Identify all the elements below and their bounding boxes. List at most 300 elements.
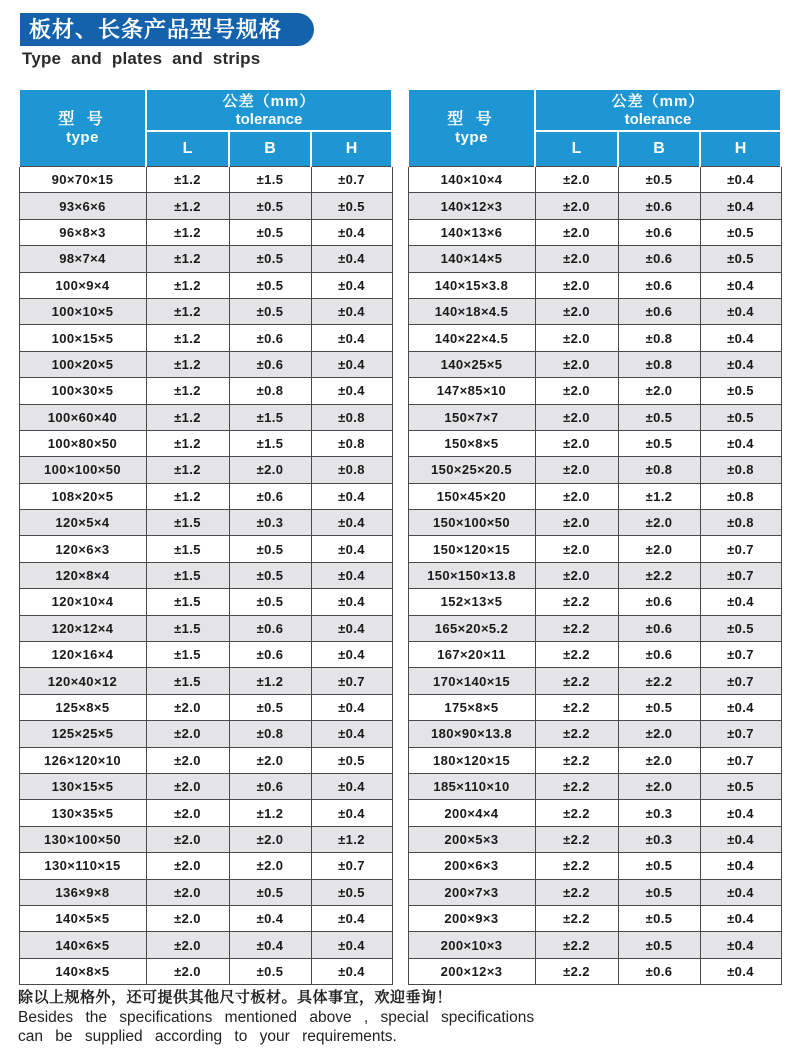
type-cell: 100×15×5 <box>19 325 146 351</box>
tolerance-cell: ±1.5 <box>229 404 311 430</box>
type-cell: 100×20×5 <box>19 351 146 377</box>
tolerance-cell: ±1.5 <box>146 642 229 668</box>
tolerance-cell: ±2.0 <box>535 246 618 272</box>
tolerance-cell: ±2.0 <box>535 430 618 456</box>
type-cell: 120×6×3 <box>19 536 146 562</box>
type-cell: 200×4×4 <box>408 800 535 826</box>
tolerance-cell: ±2.2 <box>535 668 618 694</box>
tolerance-cell: ±0.5 <box>311 747 392 773</box>
table-row <box>19 457 392 483</box>
type-cell: 150×120×15 <box>408 536 535 562</box>
type-cell: 170×140×15 <box>408 668 535 694</box>
tolerance-cell: ±1.2 <box>311 826 392 852</box>
tolerance-cell: ±0.6 <box>618 298 700 324</box>
table-row <box>19 879 392 905</box>
table-row <box>408 246 781 272</box>
column-header-h: H <box>311 131 392 167</box>
table-row <box>19 167 392 193</box>
tolerance-cell: ±0.4 <box>311 298 392 324</box>
tolerance-cell: ±2.0 <box>146 773 229 799</box>
table-row <box>408 325 781 351</box>
tolerance-cell: ±2.0 <box>535 298 618 324</box>
tolerance-cell: ±0.4 <box>311 510 392 536</box>
tolerance-cell: ±2.2 <box>535 721 618 747</box>
tolerance-cell: ±2.0 <box>618 773 700 799</box>
type-cell: 125×25×5 <box>19 721 146 747</box>
type-cell: 180×120×15 <box>408 747 535 773</box>
tolerance-cell: ±0.5 <box>700 615 781 641</box>
table-row <box>408 430 781 456</box>
tolerance-cell: ±0.4 <box>311 773 392 799</box>
column-header-type <box>408 89 535 167</box>
table-row <box>408 457 781 483</box>
tolerance-cell: ±0.5 <box>700 773 781 799</box>
type-cell: 130×100×50 <box>19 826 146 852</box>
type-cell: 100×60×40 <box>19 404 146 430</box>
type-cell: 147×85×10 <box>408 378 535 404</box>
tolerance-cell: ±2.2 <box>535 826 618 852</box>
tolerance-cell: ±0.4 <box>229 932 311 958</box>
table-row <box>408 167 781 193</box>
type-cell: 140×8×5 <box>19 958 146 984</box>
column-header-l: L <box>535 131 618 167</box>
tolerance-cell: ±2.0 <box>146 905 229 931</box>
type-cell: 100×100×50 <box>19 457 146 483</box>
tolerance-cell: ±0.8 <box>700 457 781 483</box>
tolerance-cell: ±1.2 <box>146 483 229 509</box>
tolerance-cell: ±2.2 <box>535 642 618 668</box>
type-cell: 140×13×6 <box>408 219 535 245</box>
table-row <box>19 510 392 536</box>
table-row <box>408 378 781 404</box>
tolerance-cell: ±1.5 <box>146 510 229 536</box>
column-header-h: H <box>700 131 781 167</box>
tolerance-cell: ±0.4 <box>311 246 392 272</box>
tolerance-cell: ±0.5 <box>618 430 700 456</box>
type-cell: 90×70×15 <box>19 167 146 193</box>
type-cell: 140×25×5 <box>408 351 535 377</box>
tolerance-cell: ±0.5 <box>229 694 311 720</box>
type-cell: 140×22×4.5 <box>408 325 535 351</box>
table-row <box>19 932 392 958</box>
table-row <box>19 404 392 430</box>
column-header-tolerance-zh: 公差（mm） <box>611 92 705 110</box>
table-row <box>19 272 392 298</box>
table-row <box>19 853 392 879</box>
tolerance-cell: ±0.4 <box>311 378 392 404</box>
column-header-tolerance <box>146 89 392 131</box>
tolerance-cell: ±0.4 <box>311 219 392 245</box>
tolerance-cell: ±0.7 <box>700 562 781 588</box>
tolerance-cell: ±0.4 <box>700 932 781 958</box>
type-cell: 140×18×4.5 <box>408 298 535 324</box>
type-cell: 167×20×11 <box>408 642 535 668</box>
tolerance-cell: ±0.6 <box>229 615 311 641</box>
column-header-tolerance-en: tolerance <box>624 110 692 128</box>
tolerance-cell: ±0.4 <box>700 325 781 351</box>
tolerance-cell: ±0.5 <box>229 219 311 245</box>
tolerance-cell: ±0.8 <box>618 457 700 483</box>
tolerance-cell: ±0.5 <box>618 879 700 905</box>
column-header-type-en: type <box>455 129 488 146</box>
tolerance-cell: ±1.2 <box>229 668 311 694</box>
tolerance-cell: ±0.4 <box>311 562 392 588</box>
type-cell: 100×80×50 <box>19 430 146 456</box>
type-cell: 130×15×5 <box>19 773 146 799</box>
table-row <box>19 642 392 668</box>
table-row <box>408 826 781 852</box>
type-cell: 175×8×5 <box>408 694 535 720</box>
tolerance-cell: ±0.5 <box>618 694 700 720</box>
tolerance-cell: ±2.0 <box>146 932 229 958</box>
tolerance-cell: ±0.6 <box>229 325 311 351</box>
tolerance-cell: ±2.0 <box>535 378 618 404</box>
tolerance-cell: ±0.4 <box>700 589 781 615</box>
tolerance-cell: ±0.4 <box>311 694 392 720</box>
type-cell: 120×40×12 <box>19 668 146 694</box>
table-row <box>408 905 781 931</box>
table-row <box>408 615 781 641</box>
table-row <box>19 826 392 852</box>
table-row <box>408 272 781 298</box>
type-cell: 120×12×4 <box>19 615 146 641</box>
column-header-type <box>19 89 146 167</box>
tolerance-cell: ±0.4 <box>700 351 781 377</box>
tolerance-cell: ±0.4 <box>311 536 392 562</box>
tolerance-cell: ±2.0 <box>535 404 618 430</box>
table-row <box>19 325 392 351</box>
tolerance-cell: ±2.2 <box>535 905 618 931</box>
tolerance-cell: ±0.8 <box>618 351 700 377</box>
tolerance-cell: ±0.7 <box>311 167 392 193</box>
table-row <box>19 721 392 747</box>
table-row <box>408 853 781 879</box>
tolerance-cell: ±0.4 <box>311 932 392 958</box>
tolerance-cell: ±2.0 <box>146 853 229 879</box>
tolerance-cell: ±1.2 <box>146 457 229 483</box>
tolerance-cell: ±2.0 <box>618 747 700 773</box>
tolerance-cell: ±2.0 <box>535 351 618 377</box>
tolerance-cell: ±2.0 <box>146 826 229 852</box>
tolerance-cell: ±0.8 <box>311 404 392 430</box>
tolerance-cell: ±0.5 <box>229 879 311 905</box>
type-cell: 150×8×5 <box>408 430 535 456</box>
type-cell: 125×8×5 <box>19 694 146 720</box>
tolerance-cell: ±0.5 <box>229 589 311 615</box>
tolerance-cell: ±0.8 <box>229 378 311 404</box>
table-body-right <box>408 167 781 985</box>
tolerance-cell: ±2.0 <box>618 536 700 562</box>
tolerance-cell: ±0.4 <box>700 879 781 905</box>
type-cell: 150×25×20.5 <box>408 457 535 483</box>
type-cell: 152×13×5 <box>408 589 535 615</box>
type-cell: 200×7×3 <box>408 879 535 905</box>
type-cell: 120×10×4 <box>19 589 146 615</box>
table-row <box>408 668 781 694</box>
column-header-tolerance-en: tolerance <box>235 110 303 128</box>
type-cell: 150×150×13.8 <box>408 562 535 588</box>
tolerance-cell: ±2.0 <box>146 879 229 905</box>
tolerance-cell: ±0.6 <box>229 773 311 799</box>
tolerance-cell: ±0.6 <box>229 483 311 509</box>
type-cell: 98×7×4 <box>19 246 146 272</box>
tolerance-cell: ±0.7 <box>700 721 781 747</box>
tolerance-cell: ±0.6 <box>229 351 311 377</box>
tolerance-cell: ±0.5 <box>229 272 311 298</box>
footer-note-en-line1: Besides the specifications mentioned above , special specifications <box>18 1009 535 1026</box>
tolerance-cell: ±1.5 <box>146 562 229 588</box>
footer-note <box>18 988 788 1046</box>
tolerance-cell: ±0.5 <box>700 404 781 430</box>
tolerance-cell: ±2.2 <box>535 853 618 879</box>
tolerance-cell: ±0.6 <box>618 219 700 245</box>
tolerance-cell: ±0.5 <box>229 246 311 272</box>
tolerance-cell: ±0.7 <box>311 668 392 694</box>
type-cell: 140×14×5 <box>408 246 535 272</box>
tolerance-cell: ±0.8 <box>618 325 700 351</box>
footer-note-zh: 除以上规格外，还可提供其他尺寸板材。具体事宜，欢迎垂询！ <box>18 989 453 1006</box>
tolerance-cell: ±0.6 <box>618 642 700 668</box>
table-row <box>408 536 781 562</box>
table-row <box>408 589 781 615</box>
type-cell: 200×10×3 <box>408 932 535 958</box>
tolerance-cell: ±2.2 <box>535 747 618 773</box>
tolerance-cell: ±0.4 <box>700 193 781 219</box>
tolerance-cell: ±0.8 <box>311 430 392 456</box>
table-header <box>408 89 781 167</box>
tolerance-cell: ±0.4 <box>311 642 392 668</box>
type-cell: 150×100×50 <box>408 510 535 536</box>
tolerance-cell: ±2.0 <box>146 800 229 826</box>
table-row <box>408 193 781 219</box>
tolerance-cell: ±2.0 <box>618 378 700 404</box>
table-row <box>19 905 392 931</box>
tolerance-cell: ±2.2 <box>535 694 618 720</box>
tolerance-cell: ±2.0 <box>535 167 618 193</box>
tolerance-cell: ±2.0 <box>618 721 700 747</box>
tolerance-cell: ±2.0 <box>535 193 618 219</box>
table-row <box>19 246 392 272</box>
tolerance-cell: ±1.2 <box>146 298 229 324</box>
tolerance-cell: ±2.0 <box>535 510 618 536</box>
tolerance-cell: ±0.4 <box>700 826 781 852</box>
tolerance-cell: ±0.4 <box>311 272 392 298</box>
tolerance-cell: ±0.5 <box>618 853 700 879</box>
tolerance-cell: ±0.5 <box>311 879 392 905</box>
table-row <box>19 430 392 456</box>
table-row <box>408 747 781 773</box>
tolerance-cell: ±1.5 <box>229 167 311 193</box>
type-cell: 200×5×3 <box>408 826 535 852</box>
tolerance-cell: ±0.6 <box>229 642 311 668</box>
tolerance-cell: ±2.2 <box>618 668 700 694</box>
tolerance-cell: ±0.5 <box>618 905 700 931</box>
table-row <box>408 800 781 826</box>
tolerance-cell: ±2.0 <box>146 958 229 984</box>
tolerance-cell: ±0.8 <box>229 721 311 747</box>
type-cell: 96×8×3 <box>19 219 146 245</box>
tolerance-cell: ±0.3 <box>618 800 700 826</box>
tolerance-cell: ±1.5 <box>146 536 229 562</box>
tolerance-cell: ±2.0 <box>146 694 229 720</box>
type-cell: 140×12×3 <box>408 193 535 219</box>
spec-table-left <box>18 88 393 985</box>
tolerance-cell: ±0.4 <box>700 167 781 193</box>
type-cell: 200×6×3 <box>408 853 535 879</box>
tolerance-cell: ±0.8 <box>311 457 392 483</box>
type-cell: 180×90×13.8 <box>408 721 535 747</box>
table-row <box>19 615 392 641</box>
type-cell: 120×5×4 <box>19 510 146 536</box>
tolerance-cell: ±2.0 <box>146 747 229 773</box>
type-cell: 185×110×10 <box>408 773 535 799</box>
tolerance-cell: ±0.5 <box>229 193 311 219</box>
tolerance-cell: ±2.0 <box>229 457 311 483</box>
tolerance-cell: ±0.6 <box>618 193 700 219</box>
type-cell: 200×12×3 <box>408 958 535 984</box>
table-row <box>19 219 392 245</box>
tolerance-cell: ±1.2 <box>146 193 229 219</box>
page-title: 板材、长条产品型号规格 <box>29 17 283 42</box>
tolerance-cell: ±0.5 <box>700 378 781 404</box>
tolerance-cell: ±1.5 <box>229 430 311 456</box>
table-body-left <box>19 167 392 985</box>
table-row <box>19 351 392 377</box>
tolerance-cell: ±0.3 <box>618 826 700 852</box>
table-row <box>408 483 781 509</box>
tolerance-cell: ±0.3 <box>229 510 311 536</box>
tolerance-cell: ±0.8 <box>700 483 781 509</box>
tolerance-cell: ±2.0 <box>146 721 229 747</box>
type-cell: 200×9×3 <box>408 905 535 931</box>
table-row <box>19 800 392 826</box>
type-cell: 140×5×5 <box>19 905 146 931</box>
tolerance-cell: ±2.2 <box>535 615 618 641</box>
table-row <box>408 562 781 588</box>
tolerance-cell: ±2.0 <box>535 457 618 483</box>
table-row <box>408 721 781 747</box>
table-row <box>19 536 392 562</box>
table-row <box>408 510 781 536</box>
table-row <box>408 404 781 430</box>
tolerance-cell: ±2.0 <box>229 747 311 773</box>
table-row <box>408 642 781 668</box>
type-cell: 130×110×15 <box>19 853 146 879</box>
tolerance-cell: ±1.2 <box>146 272 229 298</box>
tolerance-cell: ±0.7 <box>700 642 781 668</box>
table-row <box>408 958 781 984</box>
tolerance-cell: ±1.2 <box>618 483 700 509</box>
column-header-b: B <box>229 131 311 167</box>
page-title-banner <box>20 13 314 46</box>
tolerance-cell: ±0.4 <box>700 298 781 324</box>
table-row <box>19 694 392 720</box>
tolerance-cell: ±0.4 <box>311 721 392 747</box>
type-cell: 120×8×4 <box>19 562 146 588</box>
tolerance-cell: ±0.5 <box>618 404 700 430</box>
footer-note-en-line2: can be supplied according to your requirements. <box>18 1028 397 1045</box>
tolerance-cell: ±0.6 <box>618 615 700 641</box>
tolerance-cell: ±0.7 <box>311 853 392 879</box>
table-row <box>19 668 392 694</box>
type-cell: 150×7×7 <box>408 404 535 430</box>
type-cell: 140×15×3.8 <box>408 272 535 298</box>
tolerance-cell: ±2.0 <box>535 483 618 509</box>
type-cell: 140×6×5 <box>19 932 146 958</box>
table-row <box>408 219 781 245</box>
column-header-type-zh: 型 号 <box>447 111 496 128</box>
tolerance-cell: ±2.0 <box>535 219 618 245</box>
tolerance-cell: ±0.4 <box>311 615 392 641</box>
tolerance-cell: ±2.2 <box>535 879 618 905</box>
tolerance-cell: ±1.5 <box>146 589 229 615</box>
tolerance-cell: ±2.2 <box>535 589 618 615</box>
type-cell: 108×20×5 <box>19 483 146 509</box>
tolerance-cell: ±0.4 <box>311 905 392 931</box>
tolerance-cell: ±0.4 <box>311 483 392 509</box>
tolerance-cell: ±0.4 <box>700 905 781 931</box>
tolerance-cell: ±0.4 <box>311 800 392 826</box>
type-cell: 165×20×5.2 <box>408 615 535 641</box>
tolerance-cell: ±2.0 <box>229 853 311 879</box>
tolerance-cell: ±0.4 <box>311 351 392 377</box>
tolerance-cell: ±2.2 <box>535 800 618 826</box>
table-row <box>19 378 392 404</box>
table-row <box>408 932 781 958</box>
table-row <box>408 351 781 377</box>
type-cell: 136×9×8 <box>19 879 146 905</box>
column-header-l: L <box>146 131 229 167</box>
spec-table-right <box>407 88 782 985</box>
column-header-b: B <box>618 131 700 167</box>
tolerance-cell: ±1.5 <box>146 668 229 694</box>
tolerance-cell: ±0.5 <box>618 167 700 193</box>
table-row <box>19 298 392 324</box>
tolerance-cell: ±0.6 <box>618 589 700 615</box>
tolerance-cell: ±0.5 <box>229 536 311 562</box>
tolerance-cell: ±0.5 <box>229 562 311 588</box>
tolerance-cell: ±0.4 <box>311 325 392 351</box>
column-header-type-en: type <box>66 129 99 146</box>
table-row <box>19 958 392 984</box>
type-cell: 100×10×5 <box>19 298 146 324</box>
tolerance-cell: ±1.2 <box>146 404 229 430</box>
table-row <box>19 562 392 588</box>
column-header-type-zh: 型 号 <box>58 111 107 128</box>
table-row <box>19 773 392 799</box>
tolerance-cell: ±1.2 <box>229 800 311 826</box>
tolerance-cell: ±1.2 <box>146 378 229 404</box>
tolerance-cell: ±0.4 <box>700 800 781 826</box>
column-header-tolerance-zh: 公差（mm） <box>222 92 316 110</box>
tolerance-cell: ±2.0 <box>535 272 618 298</box>
tolerance-cell: ±2.2 <box>618 562 700 588</box>
tolerance-cell: ±2.0 <box>535 325 618 351</box>
type-cell: 126×120×10 <box>19 747 146 773</box>
tolerance-cell: ±2.0 <box>618 510 700 536</box>
tolerance-cell: ±0.4 <box>700 430 781 456</box>
tolerance-cell: ±0.4 <box>229 905 311 931</box>
spec-tables-container <box>18 88 782 985</box>
tolerance-cell: ±0.4 <box>700 694 781 720</box>
tolerance-cell: ±1.2 <box>146 246 229 272</box>
table-row <box>408 298 781 324</box>
tolerance-cell: ±0.5 <box>229 958 311 984</box>
column-header-tolerance <box>535 89 781 131</box>
page-subtitle: Type and plates and strips <box>22 49 261 68</box>
type-cell: 130×35×5 <box>19 800 146 826</box>
table-header <box>19 89 392 167</box>
